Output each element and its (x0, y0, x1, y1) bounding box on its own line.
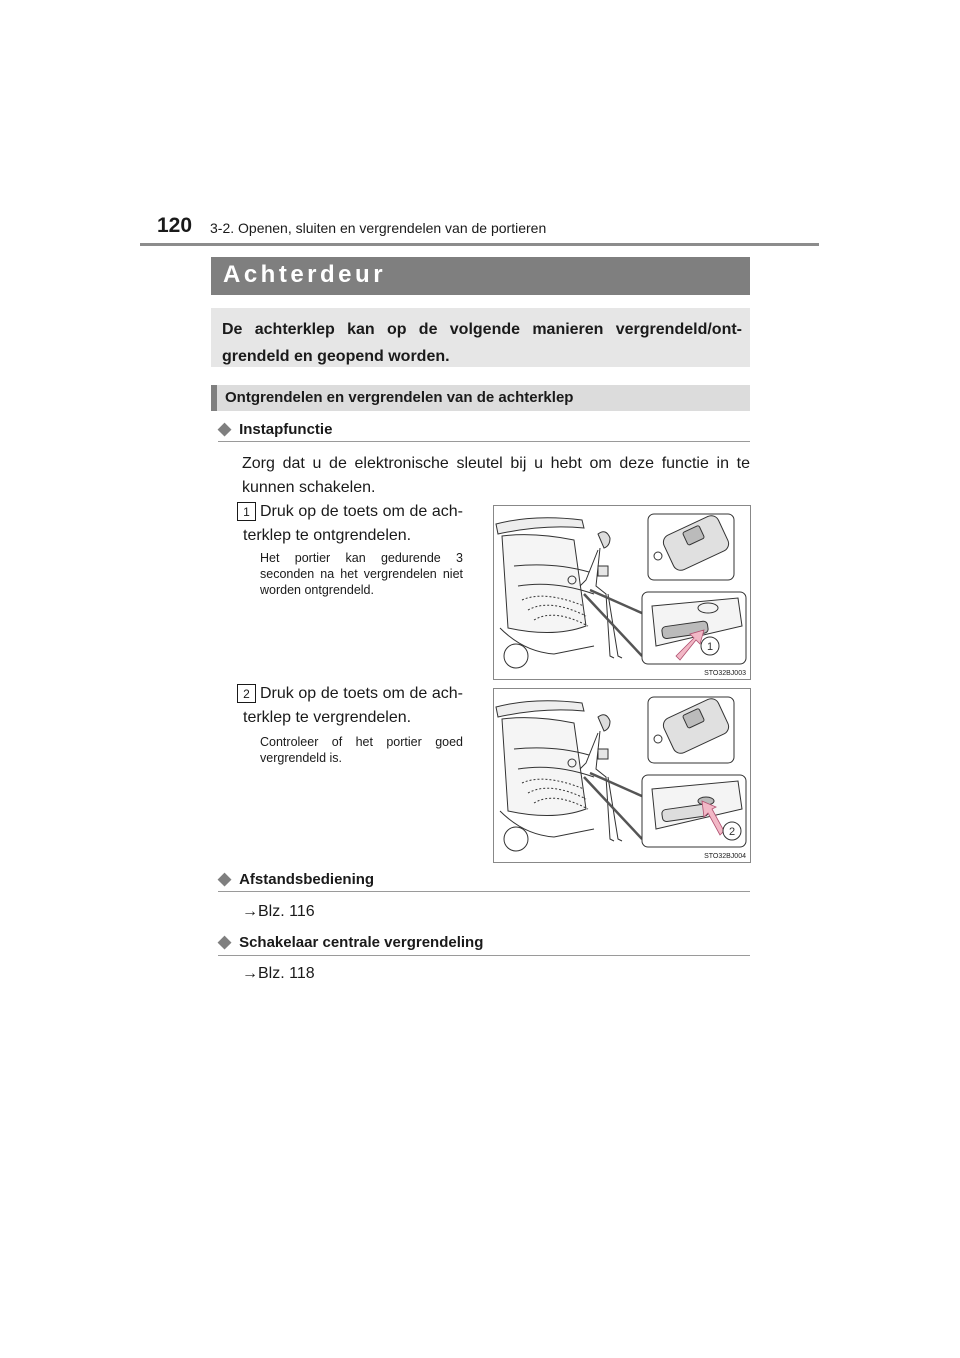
instap-description: Zorg dat u de elektronische sleutel bij u hebt om deze functie in te kunnen schakelen. (242, 455, 750, 496)
callout-1: 1 (706, 641, 714, 653)
afstand-rule (218, 891, 750, 892)
step-number-2: 2 (237, 684, 256, 703)
illustration-code-1: STO32BJ003 (704, 670, 746, 677)
intro-text: De achterklep kan op de volgende manieren vergrendeld/ont-grendeld en geopend worden. (222, 321, 742, 365)
callout-2: 2 (728, 826, 736, 838)
step-1-text: Druk op de toets om de ach-terklep te ontgrendelen. (243, 503, 463, 544)
schakelaar-heading-text: Schakelaar centrale vergrendeling (239, 933, 484, 951)
afstand-heading-text: Afstandsbediening (239, 870, 375, 888)
instap-heading-text: Instapfunctie (239, 420, 333, 438)
tailgate-unlock-illustration (494, 506, 750, 679)
step-1-note: Het portier kan gedurende 3 seconden na het vergrendelen niet worden ontgrendeld. (260, 551, 463, 597)
intro-box (211, 308, 750, 367)
subsection-title: Ontgrendelen en vergrendelen van de achterklep (225, 389, 574, 406)
section-title: Achterdeur (223, 261, 387, 288)
subsection-bar (211, 385, 750, 411)
illustration-unlock (493, 505, 751, 680)
schakelaar-page-reference[interactable]: →Blz. 118 (242, 965, 315, 982)
illustration-lock (493, 688, 751, 863)
step-number-1: 1 (237, 502, 256, 521)
running-header: 3-2. Openen, sluiten en vergrendelen van de portieren (210, 220, 547, 236)
schakelaar-rule (218, 955, 750, 956)
header-rule (140, 243, 819, 246)
diamond-bullet-icon: ◆ (218, 419, 232, 438)
section-title-bar (211, 257, 750, 295)
instap-rule (218, 441, 750, 442)
illustration-code-2: STO32BJ004 (704, 853, 746, 860)
instap-heading (218, 419, 332, 439)
tailgate-lock-illustration (494, 689, 750, 862)
page-number: 120 (157, 214, 193, 237)
step-2-text: Druk op de toets om de ach-terklep te vergrendelen. (243, 685, 463, 726)
subsection-accent (211, 385, 217, 411)
afstand-page-reference[interactable]: →Blz. 116 (242, 903, 315, 920)
diamond-bullet-icon: ◆ (218, 869, 232, 888)
step-2-note: Controleer of het portier goed vergrendeld is. (260, 735, 463, 765)
schakelaar-heading (218, 932, 483, 952)
afstand-heading (218, 869, 374, 889)
diamond-bullet-icon: ◆ (218, 932, 232, 951)
